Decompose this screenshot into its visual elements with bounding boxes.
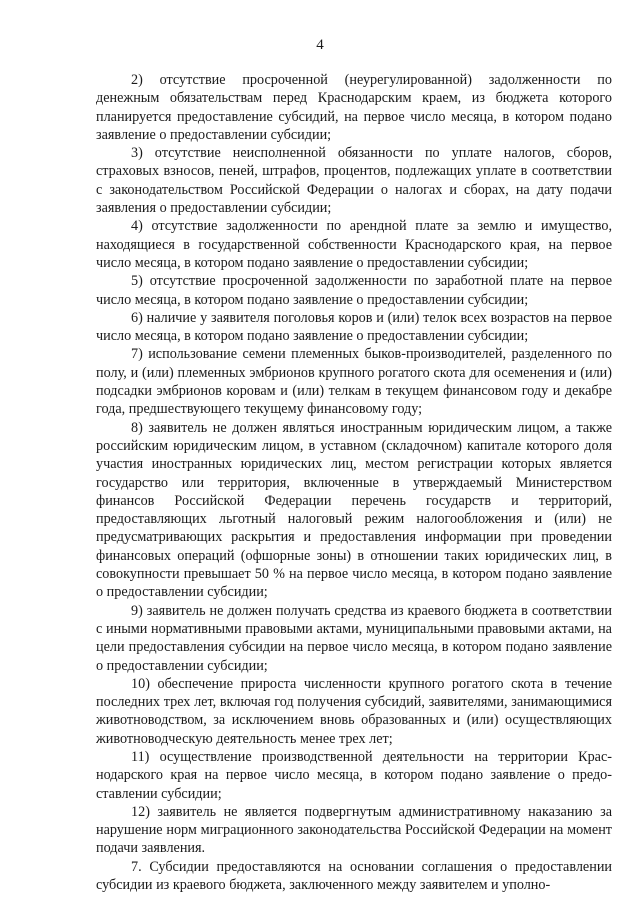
paragraph-condition-8: 8) заявитель не должен являться иностранным юридическим лицом, а также российским юридическим лицом, в уставном (складочном) капитале которого доля участия иностранных юридических лиц, местом регистрации которых является государство или территория, включенные в утверждаемый Министерством финансов Российской Федерации перечень государств и территорий, предоставляющих льготный налоговый режим налогообложения и (или) не предусматривающих раскрытия и предоставления информации при проведении финансовых операций (офшорные зоны) в отношении таких юридических лиц, в совокупности превышает 50 % на первое число месяца, в котором подано заявление о предоставлении субсидии; <box>96 419 612 601</box>
paragraph-condition-3: 3) отсутствие неисполненной обязанности по уплате налогов, сборов, страховых взносов, пеней, штрафов, процентов, подлежащих уплате в соответствии с законодательством Российской Федерации о налогах и сборах, на дату подачи заявления о предоставлении субсидии; <box>96 145 612 217</box>
paragraph-condition-7: 7) использование семени племенных быков-производителей, разделенного по полу, и (или) племенных эмбрионов крупного рогатого скота для осеменения и (или) подсадки эмбрионов коровам и (или) телкам в текущем финансовом году и декабре года, предшествующего текущему финансовому году; <box>96 346 612 418</box>
paragraph-condition-2: 2) отсутствие просроченной (неурегулированной) задолженности по денежным обязательствам перед Краснодарским краем, из бюджета которого планируется предоставление субсидий, на первое число месяца, в котором подано заявление о предоставлении субсидии; <box>96 72 612 143</box>
paragraph-condition-12: 12) заявитель не является подвергнутым административному наказанию за нарушение норм миграционного законодательства Российской Федерации на момент подачи заявления. <box>96 803 612 857</box>
paragraph-condition-4: 4) отсутствие задолженности по арендной плате за землю и имущество, находящиеся в государственной собственности Краснодарского края, на первое число месяца, в котором подано заявление о предоставлении субсидии; <box>96 218 612 271</box>
paragraph-condition-6: 6) наличие у заявителя поголовья коров и (или) телок всех возрастов на первое число месяца, в котором подано заявление о предоставлении субсидии; <box>96 309 612 345</box>
paragraph-item-7: 7. Субсидии предоставляются на основании соглашения о предоставлении субсидии из краевого бюджета, заключенного между заявителем и уполно- <box>96 858 612 894</box>
document-body <box>96 71 612 894</box>
page-number: 4 <box>316 37 324 53</box>
paragraph-condition-5: 5) отсутствие просроченной задолженности по заработной плате на первое число месяца, в котором подано заявление о предоставлении субсидии; <box>96 273 612 308</box>
paragraph-condition-9: 9) заявитель не должен получать средства из краевого бюджета в соответствии с иными нормативными правовыми актами, муниципальными правовыми актами, на цели предоставления субсидии на первое число месяца, в котором подано заявление о предоставлении субсидии; <box>96 602 612 674</box>
paragraph-condition-11: 11) осуществление производственной деятельности на территории Краснодарского края на первое число месяца, в котором подано заявление о предоставлении субсидии; <box>96 748 612 802</box>
paragraph-condition-10: 10) обеспечение прироста численности крупного рогатого скота в течение последних трех лет, включая год получения субсидий, заявителями, занимающимися животноводством, за исключением вновь образованных и (или) осуществляющих животноводческую деятельность менее трех лет; <box>96 675 612 747</box>
